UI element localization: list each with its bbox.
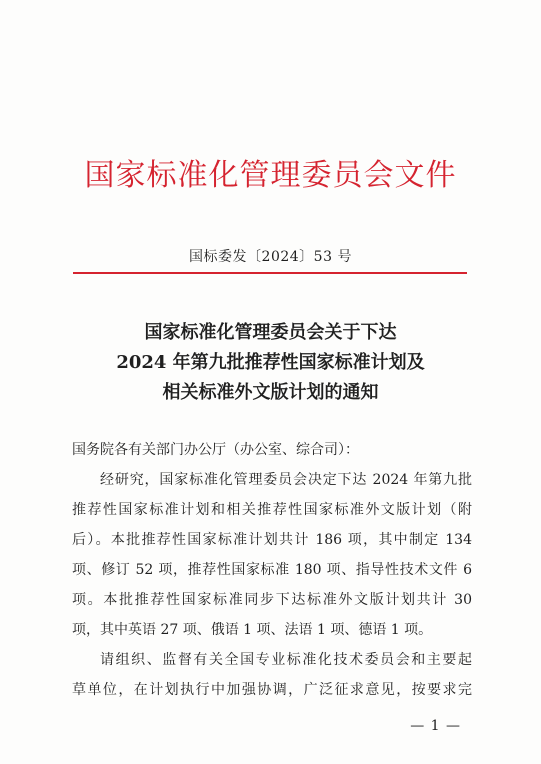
salutation: 国务院各有关部门办公厅（办公室、综合司）： — [72, 442, 359, 458]
notice-title-line: 2024 年第九批推荐性国家标准计划及 — [116, 352, 425, 373]
paragraph-line: 草单位，在计划执行中加强协调，广泛征求意见，按要求完 — [72, 682, 472, 698]
red-separator-line — [73, 272, 467, 274]
body-paragraph — [72, 465, 472, 645]
paragraph-line: 经研究，国家标准化管理委员会决定下达 2024 年第九批 — [100, 472, 472, 488]
paragraph-line: 推荐性国家标准计划和相关推荐性国家标准外文版计划（附 — [72, 502, 472, 518]
paragraph-line: 项。本批推荐性国家标准同步下达标准外文版计划共计 30 — [72, 592, 472, 608]
body-paragraph — [72, 645, 472, 705]
notice-title-line: 国家标准化管理委员会关于下达 — [144, 322, 397, 343]
paragraph-line: 项、修订 52 项，推荐性国家标准 180 项、指导性技术文件 6 — [72, 562, 472, 578]
paragraph-line: 项，其中英语 27 项、俄语 1 项、法语 1 项、德语 1 项。 — [72, 622, 433, 638]
page-number: — 1 — — [410, 718, 461, 734]
notice-title — [0, 318, 541, 408]
issuer-header-title: 国家标准化管理委员会文件 — [84, 158, 457, 193]
document-number: 国标委发〔2024〕53 号 — [189, 249, 352, 265]
paragraph-line: 后）。本批推荐性国家标准计划共计 186 项，其中制定 134 — [72, 532, 472, 548]
notice-body — [72, 435, 472, 705]
notice-title-line: 相关标准外文版计划的通知 — [162, 382, 379, 403]
paragraph-line: 请组织、监督有关全国专业标准化技术委员会和主要起 — [100, 652, 472, 668]
